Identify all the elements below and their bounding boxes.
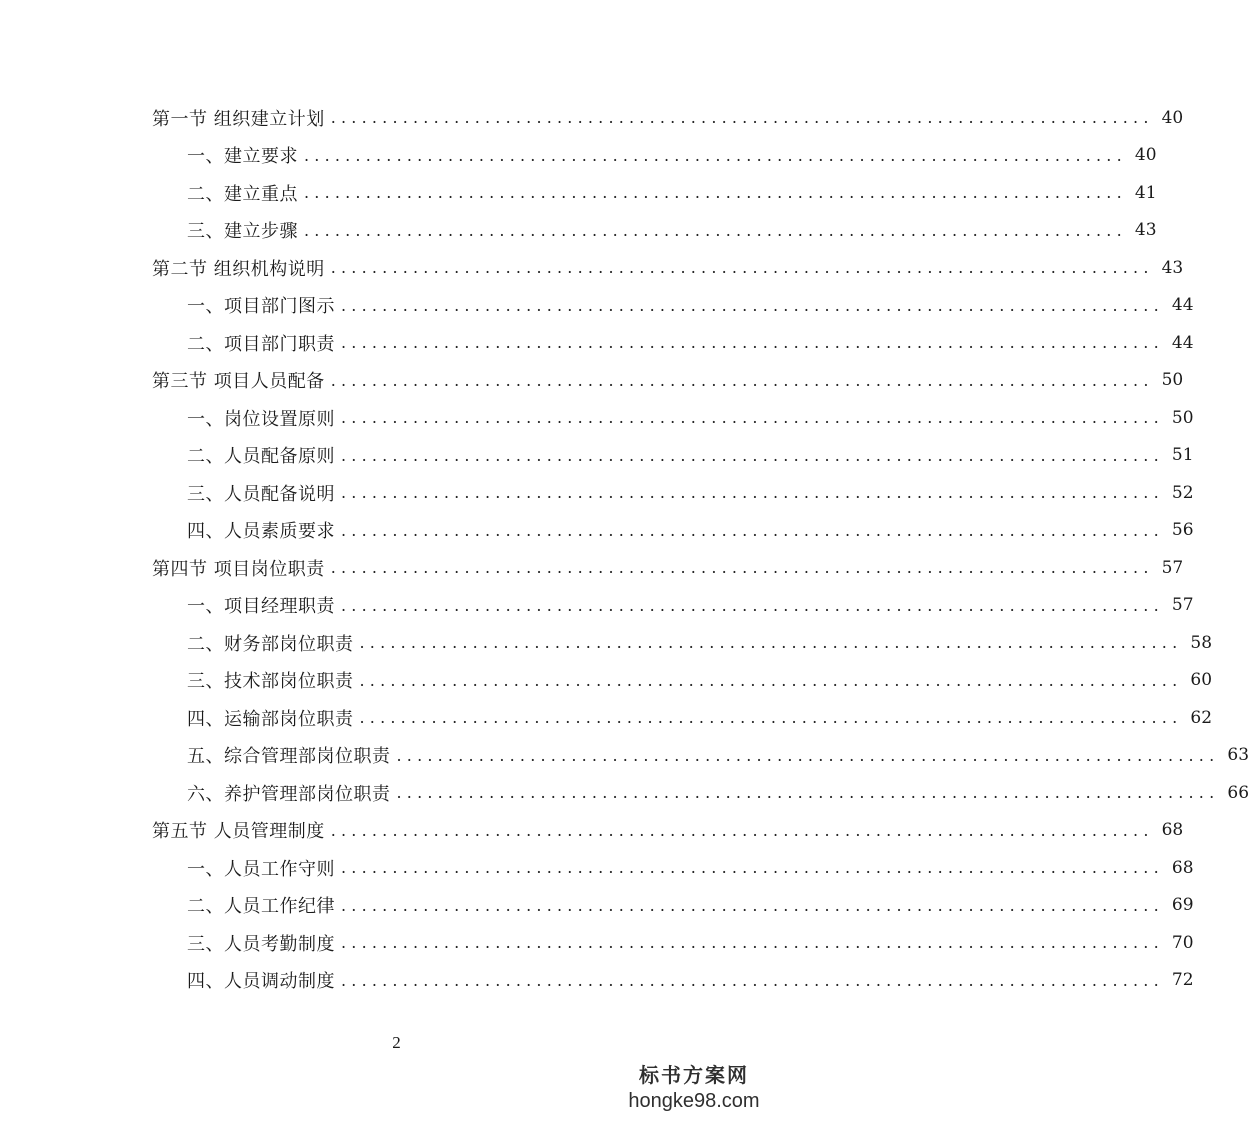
toc-dot-leader: ................................................................................	[341, 295, 1164, 315]
toc-dot-leader: ................................................................................	[304, 220, 1127, 240]
toc-entry-label: 第五节 人员管理制度	[152, 821, 325, 843]
toc-dot-leader: ................................................................................	[330, 558, 1154, 578]
toc-entry-label: 第四节 项目岗位职责	[152, 558, 325, 580]
toc-entry-label: 四、运输部岗位职责	[187, 708, 354, 730]
toc-entry-label: 第一节 组织建立计划	[152, 108, 325, 130]
toc-entry-page: 70	[1171, 932, 1194, 953]
toc-entry-page: 50	[1171, 407, 1194, 428]
toc-subsection-row[interactable]	[0, 587, 1194, 625]
toc-section-row[interactable]	[0, 249, 1184, 287]
toc-entry-page: 43	[1161, 257, 1184, 278]
toc-entry-label: 六、养护管理部岗位职责	[187, 783, 391, 805]
table-of-contents	[0, 99, 1249, 999]
toc-subsection-row[interactable]	[0, 737, 1249, 775]
toc-entry-page: 52	[1171, 482, 1194, 503]
toc-dot-leader: ................................................................................	[341, 858, 1164, 878]
toc-subsection-row[interactable]	[0, 474, 1194, 512]
toc-entry-page: 66	[1227, 782, 1249, 803]
toc-subsection-row[interactable]	[0, 624, 1213, 662]
toc-section-row[interactable]	[0, 549, 1184, 587]
toc-entry-page: 40	[1134, 145, 1157, 166]
toc-subsection-row[interactable]	[0, 774, 1249, 812]
toc-dot-leader: ................................................................................	[330, 108, 1154, 128]
toc-section-row[interactable]	[0, 99, 1184, 137]
toc-dot-leader: ................................................................................	[330, 370, 1154, 390]
toc-dot-leader: ................................................................................	[304, 183, 1127, 203]
toc-dot-leader: ................................................................................	[341, 408, 1164, 428]
toc-entry-page: 41	[1134, 182, 1157, 203]
toc-subsection-row[interactable]	[0, 174, 1157, 212]
toc-entry-label: 二、项目部门职责	[187, 333, 335, 355]
toc-entry-page: 44	[1171, 295, 1194, 316]
toc-dot-leader: ................................................................................	[359, 633, 1183, 653]
toc-entry-label: 一、人员工作守则	[187, 858, 335, 880]
toc-section-row[interactable]	[0, 812, 1184, 850]
page-number: 2	[392, 1033, 401, 1052]
toc-dot-leader: ................................................................................	[330, 820, 1154, 840]
toc-entry-label: 第二节 组织机构说明	[152, 258, 325, 280]
toc-dot-leader: ................................................................................	[341, 520, 1164, 540]
toc-entry-page: 44	[1171, 332, 1194, 353]
toc-subsection-row[interactable]	[0, 699, 1213, 737]
toc-entry-label: 二、人员工作纪律	[187, 896, 335, 918]
toc-subsection-row[interactable]	[0, 924, 1194, 962]
toc-entry-page: 50	[1161, 370, 1184, 391]
watermark-url: hongke98.com	[628, 1090, 760, 1112]
watermark-title: 标书方案网	[639, 1063, 749, 1087]
toc-subsection-row[interactable]	[0, 399, 1194, 437]
watermark	[609, 1062, 779, 1114]
toc-entry-label: 一、建立要求	[187, 146, 298, 168]
toc-entry-page: 51	[1171, 445, 1194, 466]
toc-entry-label: 第三节 项目人员配备	[152, 371, 325, 393]
toc-dot-leader: ................................................................................	[341, 483, 1164, 503]
toc-entry-label: 三、技术部岗位职责	[187, 671, 354, 693]
toc-subsection-row[interactable]	[0, 137, 1157, 175]
toc-dot-leader: ................................................................................	[359, 708, 1183, 728]
toc-dot-leader: ................................................................................	[341, 333, 1164, 353]
toc-entry-label: 一、项目经理职责	[187, 596, 335, 618]
toc-entry-page: 58	[1190, 632, 1213, 653]
toc-dot-leader: ................................................................................	[396, 745, 1220, 765]
toc-dot-leader: ................................................................................	[359, 670, 1183, 690]
toc-entry-page: 60	[1190, 670, 1213, 691]
toc-entry-label: 二、人员配备原则	[187, 446, 335, 468]
toc-entry-label: 三、建立步骤	[187, 221, 298, 243]
toc-subsection-row[interactable]	[0, 212, 1157, 250]
toc-entry-page: 40	[1161, 107, 1184, 128]
toc-entry-label: 二、建立重点	[187, 183, 298, 205]
toc-subsection-row[interactable]	[0, 437, 1194, 475]
toc-dot-leader: ................................................................................	[341, 970, 1164, 990]
toc-entry-page: 63	[1227, 745, 1249, 766]
toc-entry-label: 四、人员调动制度	[187, 971, 335, 993]
toc-entry-page: 56	[1171, 520, 1194, 541]
toc-subsection-row[interactable]	[0, 849, 1194, 887]
toc-entry-label: 四、人员素质要求	[187, 521, 335, 543]
toc-subsection-row[interactable]	[0, 887, 1194, 925]
toc-entry-page: 43	[1134, 220, 1157, 241]
toc-dot-leader: ................................................................................	[330, 258, 1154, 278]
toc-dot-leader: ................................................................................	[341, 933, 1164, 953]
toc-entry-label: 二、财务部岗位职责	[187, 633, 354, 655]
toc-dot-leader: ................................................................................	[396, 783, 1220, 803]
toc-entry-label: 三、人员配备说明	[187, 483, 335, 505]
toc-subsection-row[interactable]	[0, 662, 1213, 700]
toc-subsection-row[interactable]	[0, 287, 1194, 325]
toc-section-row[interactable]	[0, 362, 1184, 400]
toc-subsection-row[interactable]	[0, 962, 1194, 1000]
toc-entry-page: 62	[1190, 707, 1213, 728]
toc-dot-leader: ................................................................................	[304, 145, 1127, 165]
toc-entry-page: 57	[1161, 557, 1184, 578]
toc-entry-page: 68	[1171, 857, 1194, 878]
toc-dot-leader: ................................................................................	[341, 895, 1164, 915]
toc-entry-page: 57	[1171, 595, 1194, 616]
toc-subsection-row[interactable]	[0, 512, 1194, 550]
toc-entry-label: 三、人员考勤制度	[187, 933, 335, 955]
toc-dot-leader: ................................................................................	[341, 595, 1164, 615]
toc-entry-label: 一、岗位设置原则	[187, 408, 335, 430]
toc-entry-label: 五、综合管理部岗位职责	[187, 746, 391, 768]
toc-subsection-row[interactable]	[0, 324, 1194, 362]
toc-entry-label: 一、项目部门图示	[187, 296, 335, 318]
toc-entry-page: 69	[1171, 895, 1194, 916]
toc-entry-page: 68	[1161, 820, 1184, 841]
toc-entry-page: 72	[1171, 970, 1194, 991]
toc-dot-leader: ................................................................................	[341, 445, 1164, 465]
